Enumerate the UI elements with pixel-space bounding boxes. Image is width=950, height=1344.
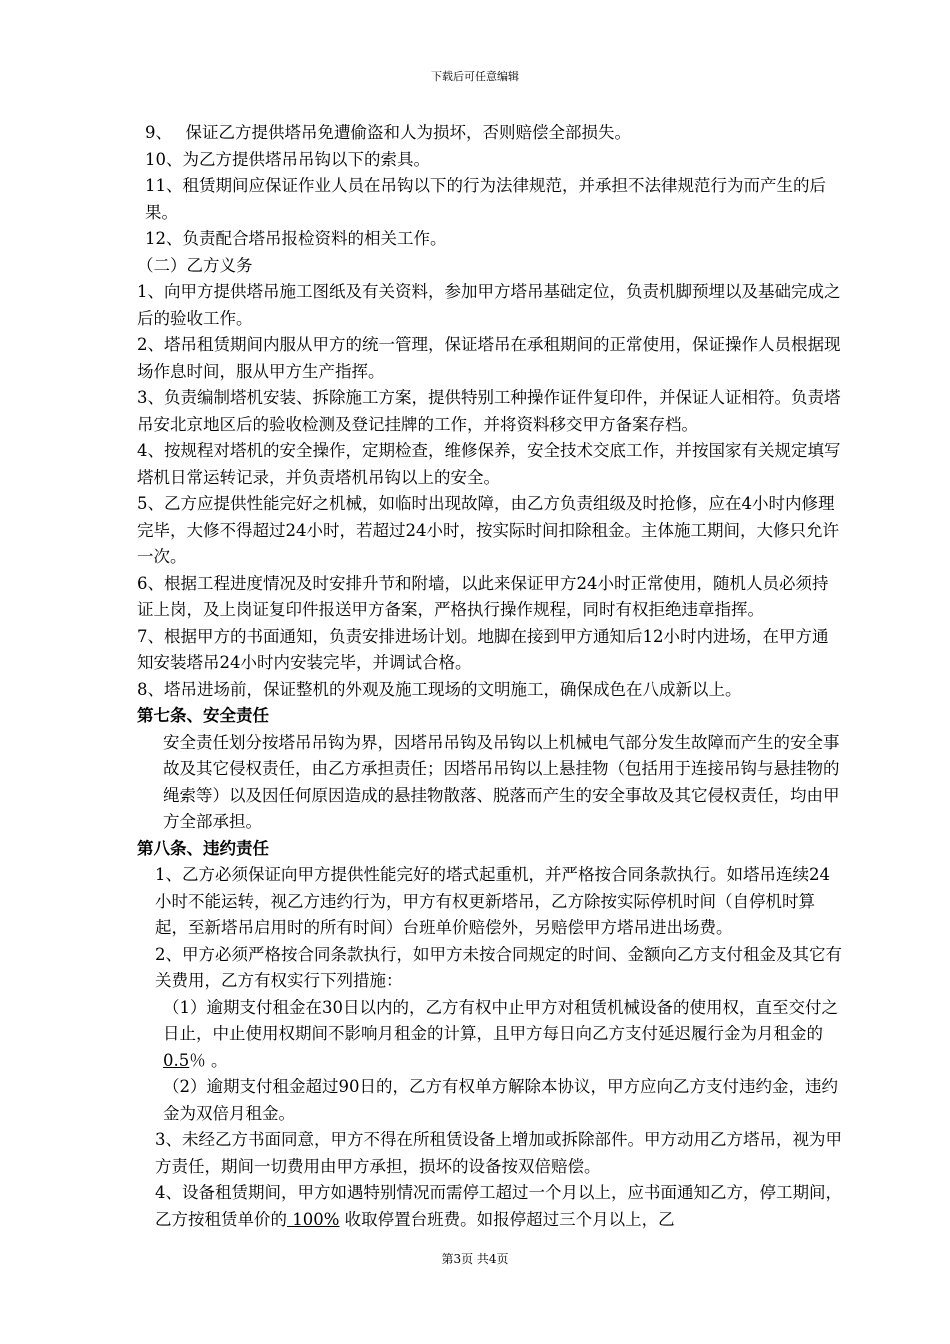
article-8-clause-2-1: [137, 995, 842, 1075]
article-8-clause-2: 2、甲方必须严格按合同条款执行，如甲方未按合同规定的时间、金额向乙方支付租金及其它有关费用，乙方有权实行下列措施：: [155, 944, 842, 990]
article-8-clause-4: [137, 1180, 842, 1233]
clause-party-b-8: 8、塔吊进场前，保证整机的外观及施工现场的文明施工，确保成色在八成新以上。: [137, 679, 742, 699]
article-7-text: 安全责任划分按塔吊吊钩为界，因塔吊吊钩及吊钩以上机械电气部分发生故障而产生的安全事故及其它侵权责任，由乙方承担责任；因塔吊吊钩以上悬挂物（包括用于连接吊钩与悬挂物的绳索等）以及因任何原因造成的悬挂物散落、脱落而产生的安全事故及其它侵权责任，均由甲方全部承担。: [163, 732, 840, 831]
article-8-clause-3: 3、未经乙方书面同意，甲方不得在所租赁设备上增加或拆除部件。甲方动用乙方塔吊，视为甲方责任，期间一切费用由甲方承担，损坏的设备按双倍赔偿。: [155, 1130, 842, 1176]
clause-party-a-9: 9、 保证乙方提供塔吊免遭偷盗和人为损坏，否则赔偿全部损失。: [145, 123, 631, 142]
article-8-heading: 第八条、违约责任: [137, 838, 269, 858]
idle-fee-rate: 100%: [287, 1209, 340, 1229]
clause-2-1-text: （1）逾期支付租金在30日以内的，乙方有权中止甲方对租赁机械设备的使用权，直至交付之日止，中止使用权期间不影响月租金的计算，且甲方每日向乙方支付延迟履行金为月租金的: [163, 997, 838, 1043]
section-party-b-obligations: （二）乙方义务: [137, 255, 253, 275]
clause-party-a-11: 11、租赁期间应保证作业人员在吊钩以下的行为法律规范，并承担不法律规范行为而产生的后果。: [145, 176, 826, 222]
clause-4-text: 4、设备租赁期间，甲方如遇特别情况而需停工超过一个月以上，应书面通知乙方，停工期间，乙方按租赁单价的: [155, 1183, 842, 1229]
clause-party-a-10: 10、为乙方提供塔吊吊钩以下的索具。: [145, 149, 430, 169]
clause-party-b-4: 4、按规程对塔机的安全操作，定期检查，维修保养，安全技术交底工作，并按国家有关规定填写塔机日常运转记录，并负责塔机吊钩以上的安全。: [137, 441, 841, 487]
clause-party-b-2: 2、塔吊租赁期间内服从甲方的统一管理，保证塔吊在承租期间的正常使用，保证操作人员根据现场作息时间，服从甲方生产指挥。: [137, 335, 841, 381]
clause-party-b-7: 7、根据甲方的书面通知，负责安排进场计划。地脚在接到甲方通知后12小时内进场，在甲方通知安装塔吊24小时内安装完毕，并调试合格。: [137, 626, 829, 672]
clause-4-text-end: 收取停置台班费。如报停超过三个月以上，乙: [339, 1209, 675, 1229]
clause-party-b-6: 6、根据工程进度情况及时安排升节和附墙，以此来保证甲方24小时正常使用，随机人员必须持证上岗，及上岗证复印件报送甲方备案，严格执行操作规程，同时有权拒绝违章指挥。: [137, 573, 829, 619]
page-footer: 第3页 共4页: [441, 1252, 509, 1266]
article-8-clause-1: 1、乙方必须保证向甲方提供性能完好的塔式起重机，并严格按合同条款执行。如塔吊连续24小时不能运转，视乙方违约行为，甲方有权更新塔吊，乙方除按实际停机时间（自停机时算起，至新塔吊启用时的所有时间）台班单价赔偿外，另赔偿甲方塔吊进出场费。: [155, 865, 830, 937]
clause-party-a-12: 12、负责配合塔吊报检资料的相关工作。: [145, 229, 447, 248]
late-fee-rate: 0.5: [163, 1050, 190, 1070]
clause-party-b-3: 3、负责编制塔机安装、拆除施工方案，提供特别工种操作证件复印件，并保证人证相符。负责塔吊安北京地区后的验收检测及登记挂牌的工作，并将资料移交甲方备案存档。: [137, 388, 841, 434]
late-fee-unit: ％ 。: [189, 1050, 228, 1070]
article-8-clause-2-2: （2）逾期支付租金超过90日的，乙方有权单方解除本协议，甲方应向乙方支付违约金，违约金为双倍月租金。: [163, 1077, 838, 1123]
clause-party-b-1: 1、向甲方提供塔吊施工图纸及有关资料，参加甲方塔吊基础定位，负责机脚预埋以及基础完成之后的验收工作。: [137, 282, 841, 328]
clause-party-b-5: 5、乙方应提供性能完好之机械，如临时出现故障，由乙方负责组级及时抢修，应在4小时内修理完毕，大修不得超过24小时，若超过24小时，按实际时间扣除租金。主体施工期间，大修只允许一次。: [137, 494, 839, 566]
page-header: 下载后可任意编辑: [431, 70, 519, 83]
document-body: [137, 120, 842, 1233]
article-7-heading: 第七条、安全责任: [137, 706, 269, 725]
